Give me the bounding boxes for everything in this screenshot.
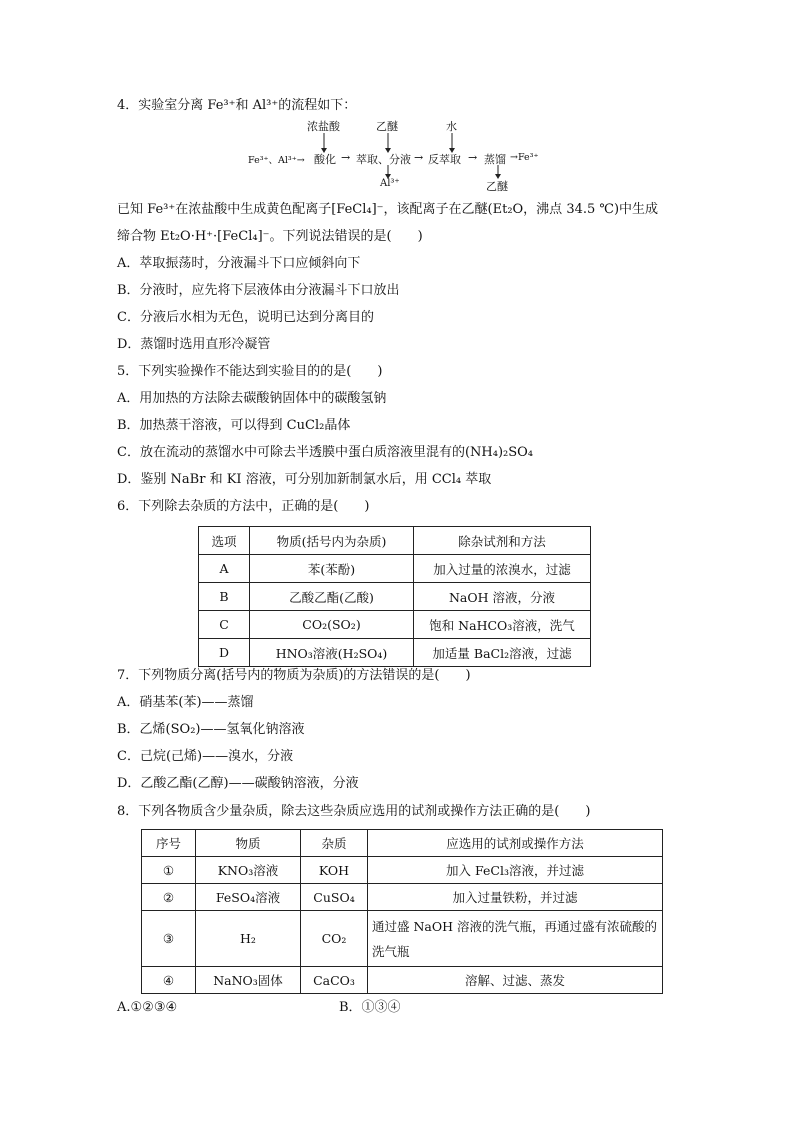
q7-stem: 7．下列物质分离(括号内的物质为杂质)的方法错误的是( ) (117, 668, 471, 683)
q5-stem: 5．下列实验操作不能达到实验目的的是( ) (117, 364, 383, 379)
q6-table (198, 526, 591, 667)
table-header: 物质(括号内为杂质) (250, 527, 414, 555)
table-header: 除杂试剂和方法 (414, 527, 591, 555)
q4-text2: 缔合物 Et₂O·H⁺·[FeCl₄]⁻。下列说法错误的是( ) (117, 229, 423, 244)
q4-option-a: A．萃取振荡时，分液漏斗下口应倾斜向下 (117, 256, 361, 271)
flow-label-water: 水 (446, 120, 457, 133)
table-header: 应选用的试剂或操作方法 (368, 830, 663, 857)
table-cell: KNO₃溶液 (196, 857, 301, 884)
q7-option-d: D．乙酸乙酯(乙醇)——碳酸钠溶液，分液 (117, 776, 359, 791)
table-header: 杂质 (301, 830, 368, 857)
table-cell: 乙酸乙酯(乙酸) (250, 583, 414, 611)
table-cell: CaCO₃ (301, 967, 368, 994)
flow-step-back-extract: 反萃取 (428, 153, 461, 166)
table-cell: 苯(苯酚) (250, 555, 414, 583)
table-row (142, 884, 663, 911)
table-cell: NaOH 溶液，分液 (414, 583, 591, 611)
table-cell: KOH (301, 857, 368, 884)
table-cell: 饱和 NaHCO₃溶液，洗气 (414, 611, 591, 639)
flow-arrow: → (414, 151, 424, 164)
flow-out-ether: 乙醚 (486, 180, 508, 193)
q5-option-d: D．鉴别 NaBr 和 KI 溶液，可分别加新制氯水后，用 CCl₄ 萃取 (117, 472, 492, 487)
q7-option-a: A．硝基苯(苯)——蒸馏 (117, 695, 254, 710)
table-row (199, 555, 591, 583)
table-cell: H₂ (196, 911, 301, 967)
table-cell: NaNO₃固体 (196, 967, 301, 994)
q6-stem: 6．下列除去杂质的方法中，正确的是( ) (117, 499, 370, 514)
table-row (199, 611, 591, 639)
table-cell: D (199, 639, 250, 667)
flow-arrow: → (468, 151, 478, 164)
flow-step-end: →Fe³⁺ (510, 152, 539, 163)
q4-option-c: C．分液后水相为无色，说明已达到分离目的 (117, 310, 374, 325)
table-row (142, 857, 663, 884)
table-cell: 通过盛 NaOH 溶液的洗气瓶，再通过盛有浓硫酸的洗气瓶 (368, 911, 663, 967)
q8-answer-b: B．①③④ (339, 1000, 401, 1015)
table-cell: ② (142, 884, 196, 911)
flow-chart (248, 118, 558, 196)
table-cell: 加入过量铁粉，并过滤 (368, 884, 663, 911)
table-cell: FeSO₄溶液 (196, 884, 301, 911)
flow-step-extract: 萃取、分液 (356, 153, 411, 166)
table-cell: CO₂ (301, 911, 368, 967)
flow-label-ether: 乙醚 (376, 120, 398, 133)
q5-option-c: C．放在流动的蒸馏水中可除去半透膜中蛋白质溶液里混有的(NH₄)₂SO₄ (117, 445, 534, 460)
table-cell: C (199, 611, 250, 639)
table-header-row (199, 527, 591, 555)
q8-table (141, 829, 663, 994)
q4-stem: 4．实验室分离 Fe³⁺和 Al³⁺的流程如下： (117, 98, 357, 113)
table-row (142, 911, 663, 967)
table-cell: ③ (142, 911, 196, 967)
table-cell: A (199, 555, 250, 583)
q7-option-b: B．乙烯(SO₂)——氢氧化钠溶液 (117, 722, 305, 737)
q4-option-b: B．分液时，应先将下层液体由分液漏斗下口放出 (117, 283, 400, 298)
table-cell: CO₂(SO₂) (250, 611, 414, 639)
flow-step-start: Fe³⁺、Al³⁺→ (248, 155, 305, 166)
q4-text1: 已知 Fe³⁺在浓盐酸中生成黄色配离子[FeCl₄]⁻，该配离子在乙醚(Et₂O，沸点 34.5 ℃)中生成 (117, 202, 659, 217)
table-row (142, 967, 663, 994)
table-cell: 溶解、过滤、蒸发 (368, 967, 663, 994)
table-header: 物质 (196, 830, 301, 857)
table-cell: ① (142, 857, 196, 884)
flow-arrow: → (341, 151, 351, 164)
table-header: 序号 (142, 830, 196, 857)
q5-option-a: A．用加热的方法除去碳酸钠固体中的碳酸氢钠 (117, 391, 387, 406)
q4-option-d: D．蒸馏时选用直形冷凝管 (117, 337, 271, 352)
table-cell: B (199, 583, 250, 611)
table-row (199, 639, 591, 667)
flow-out-al: Al³⁺ (380, 178, 400, 189)
table-header: 选项 (199, 527, 250, 555)
flow-step-acidify: 酸化 (314, 153, 336, 166)
table-cell: 加入 FeCl₃溶液，并过滤 (368, 857, 663, 884)
q7-option-c: C．己烷(己烯)——溴水，分液 (117, 749, 294, 764)
flow-label-hcl: 浓盐酸 (307, 120, 340, 133)
table-cell: 加适量 BaCl₂溶液，过滤 (414, 639, 591, 667)
q8-answer-a: A.①②③④ (117, 1000, 178, 1015)
table-cell: 加入过量的浓溴水，过滤 (414, 555, 591, 583)
table-cell: CuSO₄ (301, 884, 368, 911)
table-row (199, 583, 591, 611)
q8-stem: 8．下列各物质含少量杂质，除去这些杂质应选用的试剂或操作方法正确的是( ) (117, 804, 591, 819)
table-cell: ④ (142, 967, 196, 994)
flow-step-distill: 蒸馏 (484, 153, 506, 166)
table-header-row (142, 830, 663, 857)
table-cell: HNO₃溶液(H₂SO₄) (250, 639, 414, 667)
q5-option-b: B．加热蒸干溶液，可以得到 CuCl₂晶体 (117, 418, 351, 433)
